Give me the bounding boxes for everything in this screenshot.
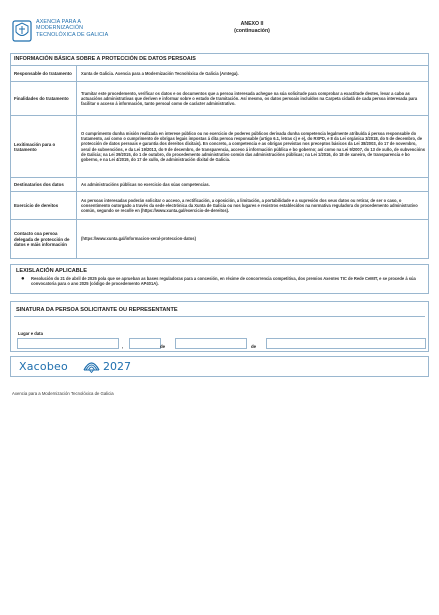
row-value: Xunta de Galicia. Axencia para a Modernización Tecnolóxica de Galicia (Amtega).	[81, 70, 239, 76]
row-label: Finalidades do tratamento	[11, 82, 77, 115]
month-field[interactable]	[175, 338, 247, 349]
annex-title: ANEXO II	[240, 21, 264, 27]
table-row-recipients	[11, 178, 428, 192]
xacobeo-banner	[10, 356, 429, 377]
xacobeo-year: 2027	[103, 360, 131, 373]
legislation-title: LEXISLACIÓN APLICABLE	[16, 268, 87, 274]
section-divider	[14, 316, 425, 317]
table-row-contact	[11, 220, 428, 258]
row-value: (https://www.xunta.gal/informacion-xeral-proteccion-datos)	[81, 236, 196, 242]
row-value: Tramitar este procedemento, verificar os datos e os documentos que a persoa interesada achegue na súa solicitude para comprobar a exactitude destes, levar a cabo as actuacións administrativas que deriven e informar sobre o estado de tramitación. Así mesmo, os datos persoais incluídos na Carpeta cidadá de cada persoa interesada para facilitar o acceso á información, tanto persoal como de carácter administrativo.	[81, 90, 418, 107]
signature-section	[10, 301, 429, 352]
data-protection-table	[10, 53, 429, 259]
row-value: As administracións públicas no exercicio das súas competencias.	[81, 181, 210, 187]
amtega-logo	[12, 18, 132, 46]
footer-text: Axencia para a Modernización Tecnolóxica de Galicia	[12, 391, 114, 396]
place-field[interactable]	[17, 338, 119, 349]
data-protection-title: INFORMACIÓN BÁSICA SOBRE A PROTECCIÓN DE DATOS PERSOAIS	[11, 54, 428, 66]
comma-separator: ,	[122, 344, 124, 349]
scallop-shell-icon	[83, 360, 100, 373]
table-row-legitimation	[11, 116, 428, 178]
row-label: Responsable do tratamento	[11, 66, 77, 81]
row-label: Contacto coa persoa delegada de protección de datos e máis información	[11, 220, 77, 258]
row-label: Lexitimación para o tratamento	[11, 116, 77, 177]
year-field[interactable]	[266, 338, 426, 349]
table-row-responsible	[11, 66, 428, 82]
document-header	[12, 18, 427, 48]
row-value: O cumprimento dunha misión realizada en interese público ou no exercicio de poderes públicos derivada dunha competencia legalmente atribuída á persoa responsable do tratamento, así como o cumprimento de obrigas legais impostas á dita persoa responsable (artigo 6.1, letras c) e e), do RXPD, e 8 da Lei orgánica 3/2018, do 5 de decembro, de protección de datos persoais e garantía dos dereitos dixitais). En concreto, a competencia e as obrigas previstas nos preceptos básicos da Lei 38/2003, do 17 de novembro, xeral de subvencións, e da Lei 19/2013, do 9 de decembro, de transparencia, acceso á información pública e bo goberno; así como na Lei 9/2007, do 13 de xuño, de subvencións de Galicia; na Lei 39/2015, do 1 de outubro, do procedemento administrativo común das administracións públicas; na Lei 1/2016, do 18 de xaneiro, de transparencia e bo goberno, e na Lei 4/2019, do 17 de xullo, de administración dixital de Galicia.	[81, 130, 425, 163]
row-label: Exercicio de dereitos	[11, 192, 77, 219]
annex-heading	[222, 21, 282, 35]
xacobeo-wordmark: Xacobeo	[19, 360, 68, 373]
row-label: Destinatarios dos datos	[11, 178, 77, 191]
annex-subtitle: (continuación)	[234, 28, 270, 34]
legislation-text: Resolución do 21 de abril de 2025 pola que se aprueban as bases reguladoras para a concesión, en réxime de concorrencia competitiva, dos premios Axentes TIC de Rede CeMIT, e se procede á súa convocatoria para o ano 2025 (código de procedemento AP401A).	[31, 276, 416, 287]
day-field[interactable]	[129, 338, 161, 349]
signature-title: SINATURA DA PERSOA SOLICITANTE OU REPRESENTANTE	[16, 307, 178, 313]
de-separator-1: de	[160, 344, 166, 349]
logo-text	[36, 19, 108, 38]
legislation-section	[10, 264, 429, 294]
bullet-icon: ●	[21, 276, 25, 282]
logo-line-1: AXENCIA PARA A	[36, 19, 82, 25]
place-date-label: Lugar e data	[18, 331, 43, 336]
de-separator-2: de	[251, 344, 257, 349]
table-row-rights	[11, 192, 428, 220]
logo-line-3: TECNOLÓXICA DE GALICIA	[36, 31, 109, 38]
logo-line-2: MODERNIZACIÓN	[36, 25, 84, 32]
row-value: As persoas interesadas poderán solicitar o acceso, a rectificación, a oposición, a limitación, a portabilidade e a supresión dos seus datos ou retirar, de ser o caso, o consentimento outorgado a través da sede electrónica da Xunta de Galicia ou nos lugares e rexistros establecidos na normativa reguladora do procedemento administrativo común, segundo se recolle en (https://www.xunta.gal/exercicio-de-dereitos).	[81, 197, 418, 214]
xunta-emblem-icon	[12, 20, 32, 42]
table-row-purposes	[11, 82, 428, 116]
